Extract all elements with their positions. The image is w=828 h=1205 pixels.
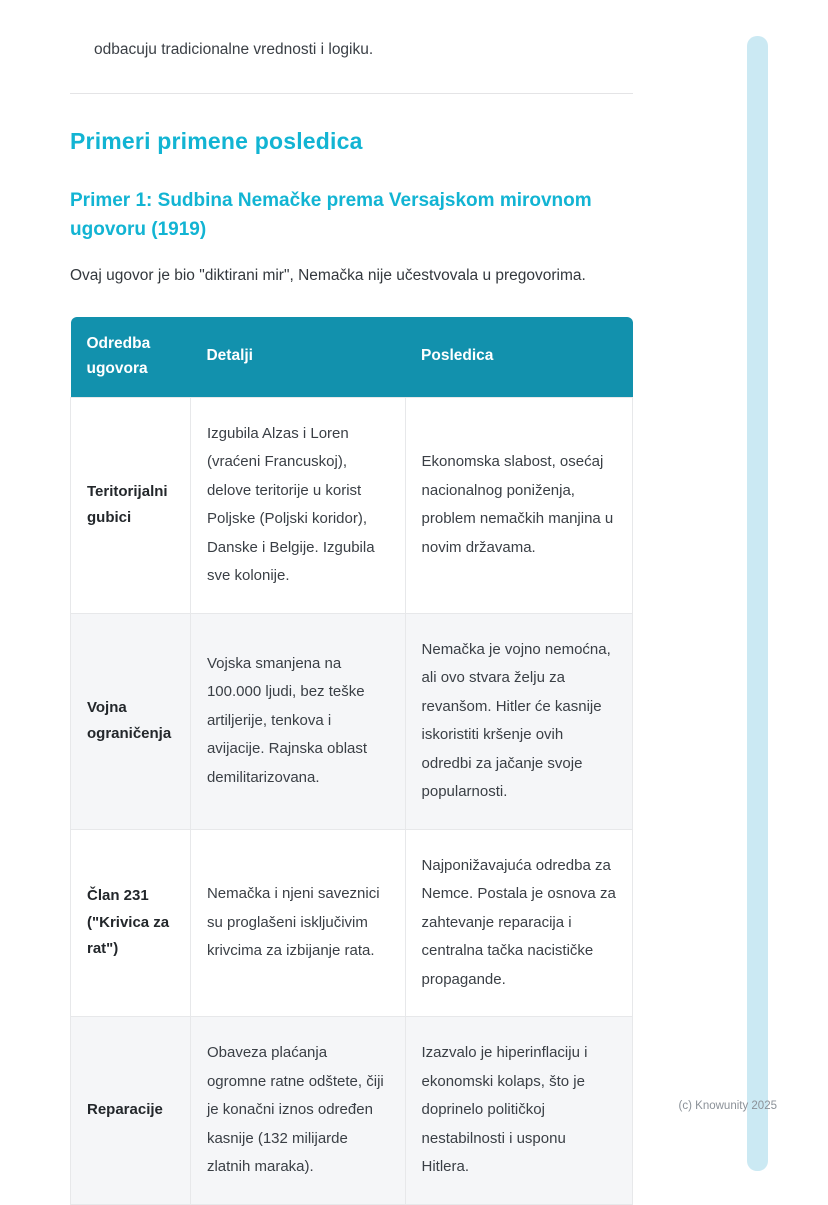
table-row [71, 397, 633, 613]
details-cell: Obaveza plaćanja ogromne ratne odštete, čiji je konačni iznos određen kasnije (132 milijarde zlatnih maraka). [190, 1017, 405, 1205]
consequence-cell: Ekonomska slabost, osećaj nacionalnog poniženja, problem nemačkih manjina u novim državama. [405, 397, 632, 613]
details-cell: Izgubila Alzas i Loren (vraćeni Francuskoj), delove teritorije u korist Poljske (Poljski koridor), Danske i Belgije. Izgubila sve kolonije. [190, 397, 405, 613]
table-header-cell-detalji: Detalji [190, 317, 405, 397]
intro-paragraph: odbacuju tradicionalne vrednosti i logiku. [94, 41, 374, 58]
consequence-cell: Najponižavajuća odredba za Nemce. Postala je osnova za zahtevanje reparacija i centralna tačka nacističke propagande. [405, 829, 632, 1017]
details-cell: Vojska smanjena na 100.000 ljudi, bez teške artiljerije, tenkova i avijacije. Rajnska oblast demilitarizovana. [190, 613, 405, 829]
subsection-title: Primer 1: Sudbina Nemačke prema Versajskom mirovnom ugovoru (1919) [70, 190, 592, 240]
table-row [71, 829, 633, 1017]
consequence-cell: Nemačka je vojno nemoćna, ali ovo stvara želju za revanšom. Hitler će kasnije iskoristiti kršenje ovih odredbi za jačanje svoje popularnosti. [405, 613, 632, 829]
description-paragraph: Ovaj ugovor je bio "diktirani mir", Nemačka nije učestvovala u pregovorima. [70, 267, 586, 285]
table-row [71, 1017, 633, 1205]
right-accent-bar [747, 36, 768, 1171]
term-cell: Teritorijalni gubici [71, 397, 191, 613]
consequences-table [70, 317, 633, 1205]
term-cell: Reparacije [71, 1017, 191, 1205]
table-row [71, 613, 633, 829]
details-cell: Nemačka i njeni saveznici su proglašeni isključivim krivcima za izbijanje rata. [190, 829, 405, 1017]
page-content [70, 0, 633, 1205]
term-cell: Vojna ograničenja [71, 613, 191, 829]
consequence-cell: Izazvalo je hiperinflaciju i ekonomski kolaps, što je doprinelo političkoj nestabilnosti i usponu Hitlera. [405, 1017, 632, 1205]
term-cell: Član 231 ("Krivica za rat") [71, 829, 191, 1017]
table-header-cell-odredba: Odredba ugovora [71, 317, 191, 397]
table-header-row [71, 317, 633, 397]
table-header-cell-posledica: Posledica [405, 317, 632, 397]
section-title: Primeri primene posledica [70, 128, 363, 155]
section-divider [70, 93, 633, 94]
footer-credit: (c) Knowunity 2025 [678, 1100, 777, 1112]
